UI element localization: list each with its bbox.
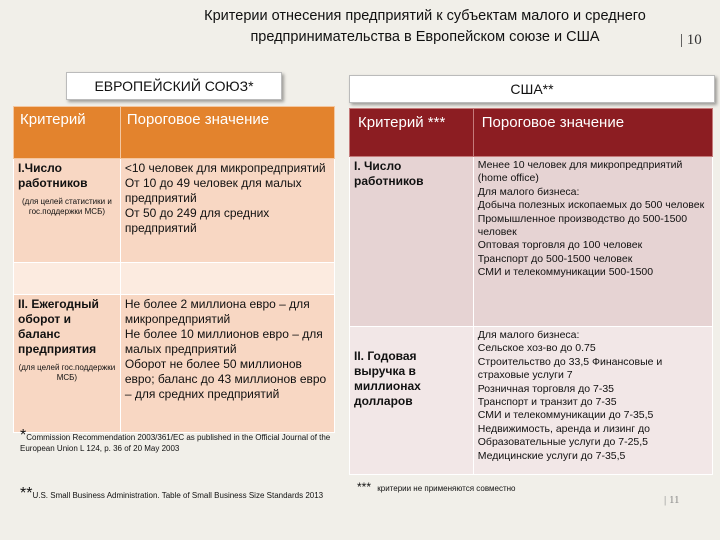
us-row2-value: Транспорт и транзит до 7-35	[477, 396, 617, 409]
us-row2-value: Строительство до 33,5 Финансовые и страховые услуги 7	[477, 355, 663, 382]
table-row	[350, 157, 713, 327]
footnote-3-mark: ***	[357, 480, 372, 494]
us-row1-value: СМИ и телекоммуникации 500-1500	[477, 266, 654, 279]
page-title: Критерии отнесения предприятий к субъектам малого и среднего предпринимательства в Европейском союзе и США	[204, 8, 646, 45]
us-table	[349, 108, 713, 475]
us-row1-value: Добыча полезных ископаемых до 500 человек	[477, 199, 705, 212]
eu-row2-value: Не более 2 миллиона евро – для микропредприятий	[124, 297, 310, 326]
us-row1-value: Транспорт до 500-1500 человек	[477, 252, 633, 265]
footnote-2-mark: **	[20, 485, 33, 502]
eu-row1-value: <10 человек для микропредприятий	[124, 161, 326, 175]
eu-row1-value: От 50 до 249 для средних предприятий	[124, 206, 270, 235]
eu-row1-criterion: I.Число работников	[18, 161, 88, 190]
us-row1-value: Менее 10 человек для микропредприятий (home office)	[477, 159, 683, 185]
us-row1-criterion: I. Число работников	[350, 157, 474, 327]
page-number-top: | 10	[680, 32, 702, 48]
eu-row2-note: (для целей гос.поддержки МСБ)	[18, 363, 116, 382]
table-row	[14, 159, 335, 263]
us-row2-value: Сельское хоз-во до 0.75	[477, 342, 596, 355]
us-row2-criterion: II. Годовая выручка в миллионах долларов	[350, 327, 474, 475]
footnote-3-text: критерии не применяются совместно	[377, 484, 516, 493]
eu-header-threshold: Пороговое значение	[120, 107, 334, 159]
footnote-2	[20, 485, 330, 502]
eu-row2-value: Не более 10 миллионов евро – для малых предприятий	[124, 327, 323, 356]
eu-row1-value: От 10 до 49 человек для малых предприятий	[124, 176, 302, 205]
us-row2-value: Образовательные услуги до 7-25,5	[477, 436, 649, 449]
footnote-3	[357, 482, 657, 494]
eu-row2-criterion: II. Ежегодный оборот и баланс предприятия	[18, 297, 99, 356]
us-row2-value: Медицинские услуги до 7-35,5	[477, 449, 626, 462]
us-header-criterion: Критерий ***	[350, 109, 474, 157]
footnote-1	[20, 427, 340, 454]
footnote-1-text: Commission Recommendation 2003/361/EC as published in the Official Journal of the European Union L 124, p. 36 of 20 May 2003	[20, 433, 331, 453]
table-row	[14, 295, 335, 433]
eu-band: ЕВРОПЕЙСКИЙ СОЮЗ*	[66, 72, 282, 100]
us-row1-value: Промышленное производство до 500-1500 человек	[477, 212, 688, 239]
eu-header-criterion: Критерий	[14, 107, 121, 159]
eu-row2-value: Оборот не более 50 миллионов евро; баланс до 43 миллионов евро – для средних предприятий	[124, 357, 327, 401]
us-row1-value: Оптовая торговля до 100 человек	[477, 239, 643, 252]
us-header-threshold: Пороговое значение	[473, 109, 712, 157]
us-row2-value: СМИ и телекоммуникации до 7-35,5	[477, 409, 654, 422]
us-row2-value: Розничная торговля до 7-35	[477, 382, 614, 395]
eu-table	[13, 106, 335, 433]
page-number-bottom: | 11	[664, 494, 680, 506]
us-row1-value: Для малого бизнеса:	[477, 185, 580, 198]
us-row2-value: Недвижимость, аренда и лизинг до	[477, 422, 651, 435]
footnote-1-mark: *	[20, 427, 27, 444]
table-row	[350, 327, 713, 475]
us-row2-value: Для малого бизнеса:	[477, 329, 580, 341]
table-row	[14, 263, 335, 295]
us-band: США**	[349, 75, 715, 103]
footnote-2-text: U.S. Small Business Administration. Table of Small Business Size Standards 2013	[32, 491, 324, 500]
eu-row1-note: (для целей статистики и гос.поддержки МСБ)	[22, 197, 112, 216]
